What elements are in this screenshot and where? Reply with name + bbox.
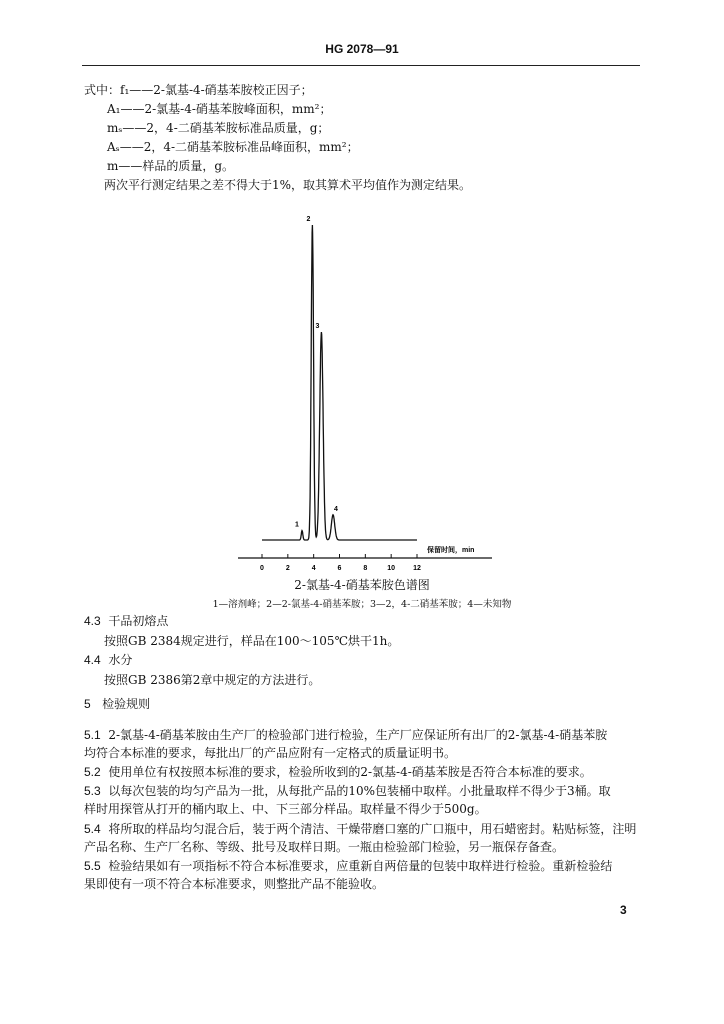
- section-number: 4.3: [84, 614, 101, 628]
- rule-5-4-cont: 产品名称、生产厂名称、等级、批号及取样日期。一瓶由检验部门检验，另一瓶保存备查。: [84, 840, 565, 854]
- x-tick-label: 8: [363, 565, 368, 572]
- chromatogram-trace: [262, 225, 417, 540]
- rule-5-5-cont: 果即使有一项不符合本标准要求，则整批产品不能验收。: [84, 877, 385, 891]
- section-number: 4.4: [84, 653, 101, 667]
- peak-label-4: 4: [334, 505, 338, 513]
- rule-line: 2-氯基-4-硝基苯胺由生产厂的检验部门进行检验，生产厂应保证所有出厂的2-氯基-4-硝基苯胺: [108, 728, 608, 742]
- section-4-4-heading: [84, 653, 132, 667]
- section-4-3-heading: [84, 614, 168, 628]
- rule-5-5: [84, 859, 612, 873]
- x-tick-label: 0: [260, 565, 264, 572]
- rule-5-3-cont: 样时用探管从打开的桶内取上、中、下三部分样品。取样量不得少于500g。: [84, 802, 487, 816]
- x-tick-label: 6: [337, 565, 342, 572]
- chromatogram-chart: [230, 210, 500, 575]
- variable-a1: A₁——2-氯基-4-硝基苯胺峰面积，mm²；: [107, 102, 332, 116]
- section-number: 5: [84, 697, 91, 711]
- standard-number: HG 2078—91: [325, 42, 399, 56]
- rule-5-1-cont: 均符合本标准的要求，每批出厂的产品应附有一定格式的质量证明书。: [84, 746, 457, 760]
- section-title: 检验规则: [102, 697, 151, 711]
- x-tick-label: 2: [285, 565, 290, 572]
- rule-number: 5.1: [84, 728, 101, 742]
- section-4-4-body: 按照GB 2386第2章中规定的方法进行。: [104, 673, 321, 687]
- rule-number: 5.2: [84, 765, 101, 779]
- chart-title: 2-氯基-4-硝基苯胺色谱图: [294, 578, 430, 592]
- rule-5-3: [84, 784, 611, 798]
- header-rule: [82, 65, 640, 66]
- section-title: 水分: [108, 653, 133, 667]
- x-tick-label: 10: [387, 565, 396, 572]
- section-title: 干品初熔点: [108, 614, 169, 628]
- chart-legend: 1—溶剂峰；2—2-氯基-4-硝基苯胺；3—2，4-二硝基苯胺；4—未知物: [212, 599, 512, 610]
- rule-line: 检验结果如有一项指标不符合本标准要求，应重新自两倍量的包装中取样进行检验。重新检验结: [108, 859, 613, 873]
- variable-f1: 式中：f₁——2-氯基-4-硝基苯胺校正因子；: [84, 83, 313, 97]
- variable-as: Aₛ——2，4-二硝基苯胺标准品峰面积，mm²；: [107, 140, 359, 154]
- variable-m: m——样品的质量，g。: [107, 159, 235, 173]
- rule-line: 将所取的样品均匀混合后，装于两个清洁、干燥带磨口塞的广口瓶中，用石蜡密封。粘贴标签，注明: [108, 822, 637, 836]
- rule-number: 5.5: [84, 859, 101, 873]
- rule-line: 使用单位有权按照本标准的要求，检验所收到的2-氯基-4-硝基苯胺是否符合本标准的要求。: [108, 765, 592, 779]
- result-note: 两次平行测定结果之差不得大于1%，取其算术平均值作为测定结果。: [104, 178, 472, 192]
- rule-5-4: [84, 822, 636, 836]
- peak-label-1: 1: [295, 521, 299, 529]
- rule-5-2: [84, 765, 592, 779]
- section-5-heading: [84, 697, 150, 711]
- section-4-3-body: 按照GB 2384规定进行，样品在100～105℃烘干1h。: [104, 634, 400, 648]
- x-axis-label: 保留时间，min: [427, 547, 475, 554]
- peak-label-2: 2: [306, 216, 311, 223]
- x-tick-label: 4: [311, 565, 316, 572]
- rule-number: 5.3: [84, 784, 101, 798]
- x-tick-label: 12: [413, 565, 421, 572]
- variable-ms: mₛ——2，4-二硝基苯胺标准品质量，g；: [107, 121, 330, 135]
- rule-line: 以每次包装的均匀产品为一批，从每批产品的10%包装桶中取样。小批量取样不得少于3桶。取: [108, 784, 611, 798]
- rule-number: 5.4: [84, 822, 101, 836]
- page-number: 3: [620, 903, 627, 917]
- rule-5-1: [84, 728, 607, 742]
- peak-label-3: 3: [315, 323, 320, 331]
